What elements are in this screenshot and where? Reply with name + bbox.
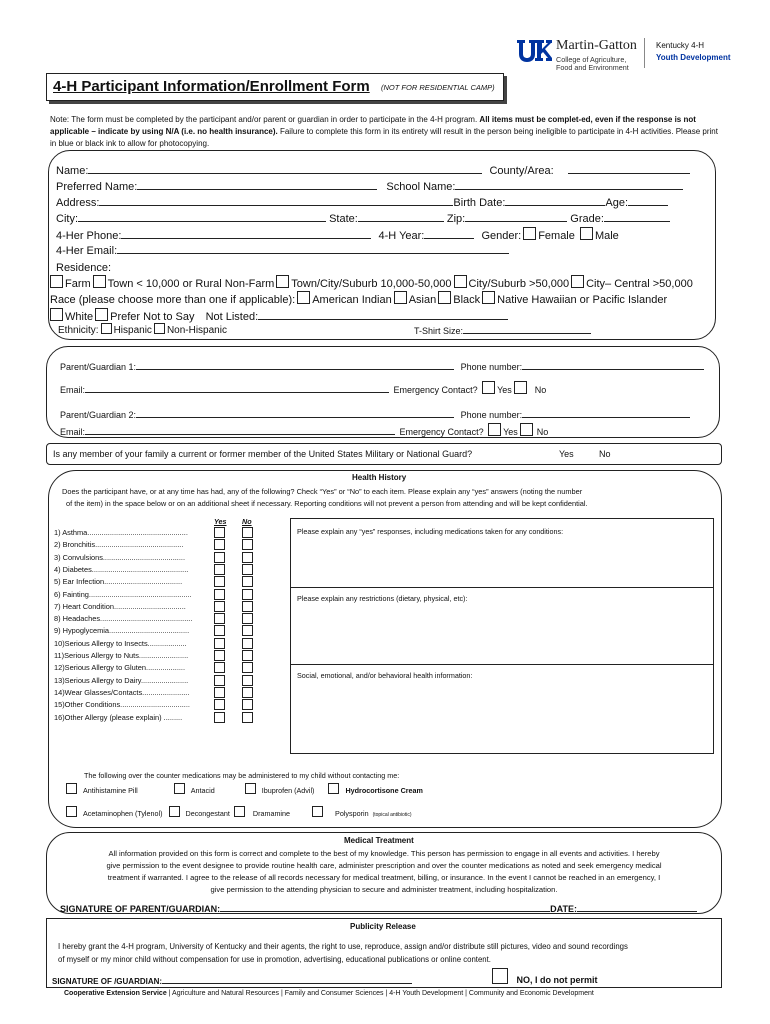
page-subtitle: (NOT FOR RESIDENTIAL CAMP) (381, 83, 495, 92)
health-condition-row (54, 638, 264, 650)
health-condition-row (54, 650, 264, 662)
antacid-checkbox[interactable] (174, 783, 185, 794)
medical-signature-row (60, 902, 697, 914)
year-field[interactable] (424, 229, 474, 239)
res-city-checkbox[interactable] (454, 275, 467, 288)
health-condition-label: 11)Serious Allergy to Nuts........................ (54, 651, 189, 660)
race-row-2 (48, 308, 508, 323)
res-farm-label: Farm (65, 278, 91, 290)
address-label: Address: (56, 197, 100, 209)
ibuprofen-checkbox[interactable] (245, 783, 256, 794)
health-condition-label: 12)Serious Allergy to Gluten................... (54, 663, 186, 673)
male-checkbox[interactable] (580, 227, 593, 240)
grade-label: Grade: (570, 213, 604, 225)
health-condition-row (54, 712, 264, 724)
guardian2-label: Parent/Guardian 2: (60, 410, 137, 420)
otc-row-2 (64, 806, 412, 818)
guardian1-label: Parent/Guardian 1: (60, 362, 137, 372)
health-yes-checkbox[interactable] (214, 613, 225, 624)
health-no-checkbox[interactable] (242, 613, 253, 624)
school-name-field[interactable] (455, 180, 683, 190)
zip-label: Zip: (446, 213, 466, 225)
email-field[interactable] (117, 244, 509, 254)
health-no-checkbox[interactable] (242, 699, 253, 710)
medical-signature-field[interactable] (220, 902, 550, 912)
health-no-checkbox[interactable] (242, 650, 253, 661)
publicity-text-1: I hereby grant the 4-H program, University of Kentucky and their agents, the right to use, reproduce, assign and/or distribute still pictures, video and sound recordings (58, 942, 628, 951)
name-label: Name: (56, 165, 89, 177)
res-suburb-checkbox[interactable] (276, 275, 289, 288)
health-explain-panel (290, 518, 714, 754)
preferred-name-field[interactable] (137, 180, 377, 190)
birth-date-field[interactable] (505, 196, 605, 206)
guardian2-emergency-no-checkbox[interactable] (520, 423, 533, 436)
health-yes-checkbox[interactable] (214, 662, 225, 673)
address-field[interactable] (99, 196, 453, 206)
tshirt-label: T-Shirt Size: (414, 326, 464, 336)
footer (64, 990, 594, 997)
health-condition-label: 1) Asthma................................................. (54, 528, 188, 537)
health-condition-label: 5) Ear Infection...................................... (54, 577, 183, 587)
phone-label: 4-Her Phone: (56, 230, 122, 242)
explain-restrictions-label: Please explain any restrictions (dietary, physical, etc): (297, 594, 468, 603)
hydrocortisone-label: Hydrocortisone Cream (345, 786, 423, 795)
antihistamine-label: Antihistamine Pill (83, 786, 138, 795)
phone-field[interactable] (121, 229, 371, 239)
polysporin-label: Polysporin (335, 809, 369, 818)
health-condition-label: 3) Convulsions........................................ (54, 552, 186, 562)
res-suburb-label: Town/City/Suburb 10,000-50,000 (291, 278, 452, 290)
guardian2-field[interactable] (136, 408, 454, 418)
guardian1-row (60, 360, 704, 372)
header-divider (644, 38, 645, 68)
guardian2-emergency-no-label: No (536, 427, 549, 437)
form-note (50, 114, 726, 150)
health-condition-label: 8) Headaches............................................. (54, 614, 193, 624)
not-listed-label: Not Listed: (205, 311, 259, 323)
publicity-text (58, 940, 628, 966)
health-yes-checkbox[interactable] (214, 675, 225, 686)
publicity-signature-field[interactable] (162, 974, 412, 984)
acetaminophen-checkbox[interactable] (66, 806, 77, 817)
guardian2-email-row (60, 423, 548, 437)
guardian2-emergency-yes-label: Yes (503, 427, 518, 437)
health-no-header: No (242, 517, 252, 526)
health-yes-checkbox[interactable] (214, 699, 225, 710)
residence-options (48, 275, 693, 290)
military-no-option[interactable]: No (599, 449, 611, 459)
guardian1-emergency-yes-label: Yes (497, 385, 512, 395)
guardian1-phone-label: Phone number: (460, 362, 523, 372)
female-label: Female (538, 230, 575, 242)
guardian2-emergency-yes-checkbox[interactable] (488, 423, 501, 436)
medical-text (46, 848, 722, 896)
city-field[interactable] (78, 212, 326, 222)
age-field[interactable] (628, 196, 668, 206)
guardian2-emergency-label: Emergency Contact? (399, 427, 484, 437)
year-label: 4-H Year: (378, 230, 425, 242)
health-yes-checkbox[interactable] (214, 576, 225, 587)
res-city-label: City/Suburb >50,000 (468, 278, 570, 290)
medical-text-3: treatment if warranted. I agree to the release of all records necessary for medical treatment, billing, or insurance. In the event I cannot be reached in an emergency, I (107, 873, 661, 882)
health-no-checkbox[interactable] (242, 527, 253, 538)
antihistamine-checkbox[interactable] (66, 783, 77, 794)
health-condition-row (54, 589, 264, 601)
grade-field[interactable] (604, 212, 670, 222)
antacid-label: Antacid (190, 786, 215, 795)
medical-date-field[interactable] (577, 902, 697, 912)
page-title: 4-H Participant Information/Enrollment Form (53, 78, 370, 95)
health-title: Health History (352, 473, 407, 482)
medical-title: Medical Treatment (344, 836, 414, 845)
hydrocortisone-checkbox[interactable] (328, 783, 339, 794)
explain-yes-label: Please explain any “yes” responses, including medications taken for any conditions: (297, 527, 564, 536)
guardian2-phone-label: Phone number: (460, 410, 523, 420)
guardian2-email-field[interactable] (85, 425, 395, 435)
health-yes-checkbox[interactable] (214, 539, 225, 550)
race-prefer-not-label: Prefer Not to Say (110, 311, 195, 323)
county-label: County/Area: (489, 165, 554, 177)
state-label: State: (329, 213, 358, 225)
social-health-label: Social, emotional, and/or behavioral health information: (297, 671, 473, 680)
residence-label: Residence: (56, 262, 112, 274)
health-yes-checkbox[interactable] (214, 625, 225, 636)
guardian1-emergency-yes-checkbox[interactable] (482, 381, 495, 394)
org-name: Kentucky 4-H (656, 41, 705, 50)
health-no-checkbox[interactable] (242, 687, 253, 698)
health-yes-header: Yes (214, 517, 227, 526)
zip-field[interactable] (465, 212, 567, 222)
health-condition-label: 16)Other Allergy (please explain) ......... (54, 712, 183, 722)
health-condition-label: 7) Heart Condition................................... (54, 601, 186, 611)
health-intro-1: Does the participant have, or at any time has had, any of the following? Check “Yes” or “No” to each item. Please explain any “yes” answers (noting the number (62, 487, 583, 496)
health-condition-row (54, 539, 264, 551)
race-american-indian-label: American Indian (312, 294, 392, 306)
publicity-signature-label: SIGNATURE OF /GUARDIAN: (52, 977, 163, 986)
guardian1-email-label: Email: (60, 385, 86, 395)
preferred-name-label: Preferred Name: (56, 181, 138, 193)
health-yes-checkbox[interactable] (214, 527, 225, 538)
health-condition-label: 2) Bronchitis........................................... (54, 540, 184, 550)
medical-signature-label: SIGNATURE OF PARENT/GUARDIAN: (60, 904, 221, 914)
res-central-checkbox[interactable] (571, 275, 584, 288)
publicity-signature-row (52, 974, 412, 986)
otc-row-1 (64, 783, 423, 795)
ibuprofen-label: Ibuprofen (Advil) (261, 786, 315, 795)
medical-date-label: DATE: (550, 904, 578, 914)
decongestant-checkbox[interactable] (169, 806, 180, 817)
not-listed-field[interactable] (258, 310, 508, 320)
ethnicity-label: Ethnicity: (58, 325, 99, 336)
health-no-checkbox[interactable] (242, 625, 253, 636)
health-condition-label: 14)Wear Glasses/Contacts....................... (54, 687, 190, 697)
preferred-row (56, 179, 683, 195)
health-condition-row (54, 527, 264, 539)
health-intro-2: of the item) in the space below or on an additional sheet if necessary. Reporting conditions will not prevent a person from attending and will be kept confidential. (66, 499, 588, 508)
health-condition-row (54, 564, 264, 576)
guardian1-emergency-no-checkbox[interactable] (514, 381, 527, 394)
health-yes-checkbox[interactable] (214, 589, 225, 600)
military-section (46, 443, 722, 465)
health-condition-row (54, 552, 264, 564)
phone-row (56, 227, 619, 244)
race-white-label: White (65, 311, 94, 323)
email-row (56, 243, 509, 259)
city-row (56, 211, 670, 227)
health-no-checkbox[interactable] (242, 539, 253, 550)
health-condition-row (54, 675, 264, 687)
ethnicity-row (58, 323, 227, 336)
guardian1-field[interactable] (136, 360, 454, 370)
health-condition-row (54, 662, 264, 674)
logo-subtitle-1: College of Agriculture, (556, 55, 627, 64)
footer-org: Cooperative Extension Service (64, 990, 167, 997)
race-black-checkbox[interactable] (438, 291, 451, 304)
health-condition-row (54, 613, 264, 625)
health-yes-checkbox[interactable] (214, 601, 225, 612)
explain-divider-2 (291, 664, 713, 665)
email-label: 4-Her Email: (56, 245, 118, 257)
health-yes-checkbox[interactable] (214, 650, 225, 661)
race-american-indian-checkbox[interactable] (297, 291, 310, 304)
name-row (56, 163, 690, 179)
female-checkbox[interactable] (523, 227, 536, 240)
footer-units: | Agriculture and Natural Resources | Family and Consumer Sciences | 4-H Youth Development | Community and Economic Development (166, 990, 594, 997)
health-condition-row (54, 699, 264, 711)
health-condition-row (54, 576, 264, 588)
res-central-label: City– Central >50,000 (586, 278, 693, 290)
race-label: Race (please choose more than one if applicable): (50, 294, 296, 306)
title-box (46, 73, 504, 101)
note-bold: All items must be complet-ed, even if the response is not applicable – indicate by using N/A (i.e. no health insurance). (50, 115, 696, 136)
race-asian-checkbox[interactable] (394, 291, 407, 304)
health-condition-label: 9) Hypoglycemia....................................... (54, 626, 190, 636)
guardian2-phone-field[interactable] (522, 408, 690, 418)
male-label: Male (594, 230, 619, 242)
name-field[interactable] (88, 164, 482, 174)
note-prefix: Note: The form must be completed by the participant and/or parent or guardian in order to participate in the 4-H program. (50, 115, 480, 124)
tshirt-field[interactable] (463, 324, 591, 334)
health-yes-checkbox[interactable] (214, 712, 225, 723)
no-permit-row (490, 968, 597, 988)
health-condition-row (54, 601, 264, 613)
gender-label: Gender: (481, 230, 522, 242)
health-condition-label: 6) Fainting.................................................. (54, 589, 192, 599)
race-prefer-not-checkbox[interactable] (95, 308, 108, 321)
health-no-checkbox[interactable] (242, 576, 253, 587)
no-permit-label: NO, I do not permit (516, 975, 598, 985)
health-no-checkbox[interactable] (242, 675, 253, 686)
logo-wordmark: Martin-Gatton (556, 38, 637, 53)
no-permit-checkbox[interactable] (492, 968, 508, 984)
health-yes-checkbox[interactable] (214, 638, 225, 649)
military-yes-option[interactable]: Yes (559, 449, 574, 459)
guardian1-phone-field[interactable] (522, 360, 704, 370)
guardian2-row (60, 408, 690, 420)
health-no-checkbox[interactable] (242, 638, 253, 649)
res-farm-checkbox[interactable] (50, 275, 63, 288)
decongestant-label: Decongestant (185, 809, 230, 818)
health-condition-label: 10)Serious Allergy to Insects................... (54, 638, 187, 648)
medical-text-4: give permission to the attending physician to secure and administer treatment, including hospitalization. (210, 885, 558, 894)
dramamine-label: Dramamine (252, 809, 291, 818)
non-hispanic-checkbox[interactable] (154, 323, 165, 334)
health-condition-row (54, 687, 264, 699)
guardian1-emergency-no-label: No (534, 385, 547, 395)
acetaminophen-label: Acetaminophen (Tylenol) (83, 809, 163, 818)
polysporin-checkbox[interactable] (312, 806, 323, 817)
medical-text-2: give permission to the event designee to provide routine health care, administer prescription and over the counter medications as noted and seek emergency medical (106, 861, 662, 870)
guardian1-emergency-label: Emergency Contact? (393, 385, 478, 395)
uk-logo-icon (516, 38, 552, 66)
health-yes-checkbox[interactable] (214, 687, 225, 698)
health-no-checkbox[interactable] (242, 712, 253, 723)
race-white-checkbox[interactable] (50, 308, 63, 321)
race-hawaiian-label: Native Hawaiian or Pacific Islander (497, 294, 668, 306)
race-black-label: Black (453, 294, 481, 306)
publicity-text-2: of myself or my minor child without compensation for use in promotion, advertising, educational publications or online content. (58, 955, 491, 964)
health-yes-checkbox[interactable] (214, 552, 225, 563)
race-row (50, 291, 667, 306)
non-hispanic-label: Non-Hispanic (166, 325, 227, 336)
otc-intro: The following over the counter medications may be administered to my child without contacting me: (84, 771, 400, 780)
polysporin-note: (topical antibiotic) (372, 812, 412, 818)
race-hawaiian-checkbox[interactable] (482, 291, 495, 304)
dramamine-checkbox[interactable] (234, 806, 245, 817)
birth-date-label: Birth Date: (453, 197, 506, 209)
health-condition-label: 13)Serious Allergy to Dairy....................... (54, 675, 189, 685)
health-no-checkbox[interactable] (242, 564, 253, 575)
health-no-checkbox[interactable] (242, 589, 253, 600)
race-asian-label: Asian (408, 294, 437, 306)
city-label: City: (56, 213, 78, 225)
health-condition-label: 4) Diabetes............................................... (54, 564, 189, 574)
age-label: Age: (605, 197, 629, 209)
publicity-title: Publicity Release (350, 922, 416, 931)
tshirt-row (414, 324, 591, 336)
school-name-label: School Name: (386, 181, 456, 193)
county-field[interactable] (568, 164, 690, 174)
address-row (56, 195, 668, 211)
hispanic-checkbox[interactable] (101, 323, 112, 334)
state-field[interactable] (358, 212, 444, 222)
note-suffix: Failure to complete this form in its entirety will result in the person being ineligible to participate in 4-H activities. Please print in blue or black ink to allow for photocopying. (50, 127, 718, 148)
org-unit: Youth Development (656, 53, 731, 62)
health-no-checkbox[interactable] (242, 552, 253, 563)
health-condition-label: 15)Other Conditions.................................. (54, 700, 190, 710)
health-no-checkbox[interactable] (242, 601, 253, 612)
guardian1-email-field[interactable] (85, 383, 389, 393)
health-condition-row (54, 625, 264, 637)
hispanic-label: Hispanic (113, 325, 152, 336)
logo-subtitle-2: Food and Environment (556, 63, 629, 72)
guardian2-email-label: Email: (60, 427, 86, 437)
explain-divider-1 (291, 587, 713, 588)
uk-logo (516, 38, 552, 66)
medical-text-1: All information provided on this form is correct and complete to the best of my knowledge. This person has permission to engage in all events and activities. I hereby (108, 849, 660, 858)
res-town-checkbox[interactable] (93, 275, 106, 288)
military-question: Is any member of your family a current or former member of the United States Military or National Guard? (53, 449, 473, 459)
health-yes-checkbox[interactable] (214, 564, 225, 575)
res-town-label: Town < 10,000 or Rural Non-Farm (107, 278, 275, 290)
health-no-checkbox[interactable] (242, 662, 253, 673)
guardian1-email-row (60, 381, 546, 395)
